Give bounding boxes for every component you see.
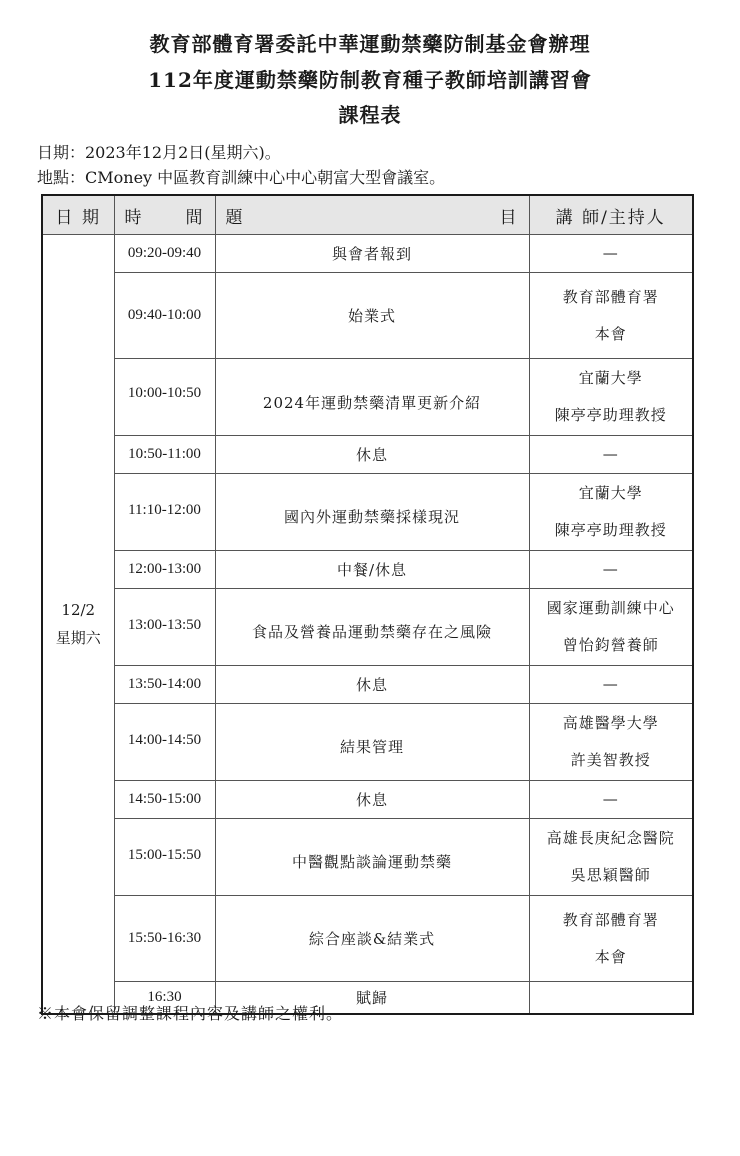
speaker-line1: — xyxy=(602,445,619,463)
table-row xyxy=(42,474,693,551)
document-title-line2: 112年度運動禁藥防制教育種子教師培訓講習會 xyxy=(148,68,592,92)
column-header-time-left: 時 xyxy=(124,207,144,228)
time-cell: 16:30 xyxy=(114,982,215,1014)
speaker-line1: 宜蘭大學 xyxy=(578,484,643,502)
document-title-line1: 教育部體育署委託中華運動禁藥防制基金會辦理 xyxy=(149,32,591,56)
column-header-time-right: 間 xyxy=(185,207,205,228)
date-value: 12/2 xyxy=(61,600,96,619)
table-row xyxy=(42,359,693,436)
speaker-cell xyxy=(529,273,693,359)
column-header-topic xyxy=(215,195,529,235)
table-header-row xyxy=(42,195,693,235)
topic-cell: 2024年運動禁藥清單更新介紹 xyxy=(215,359,529,436)
speaker-line1: — xyxy=(602,790,619,808)
weekday-value: 星期六 xyxy=(55,628,101,647)
speaker-line1: — xyxy=(602,560,619,578)
speaker-cell xyxy=(529,704,693,781)
time-cell: 12:00-13:00 xyxy=(114,551,215,589)
speaker-cell xyxy=(529,589,693,666)
event-date: 日期：2023年12月2日(星期六)。 xyxy=(37,143,281,162)
speaker-cell xyxy=(529,896,693,982)
column-header-speaker: 講 師/主持人 xyxy=(529,195,693,235)
speaker-cell xyxy=(529,819,693,896)
table-row xyxy=(42,436,693,474)
speaker-line1: 宜蘭大學 xyxy=(578,369,643,387)
speaker-line2: 陳亭亭助理教授 xyxy=(554,521,667,539)
column-header-date: 日 期 xyxy=(42,195,114,235)
topic-cell: 始業式 xyxy=(215,273,529,359)
time-cell: 14:50-15:00 xyxy=(114,781,215,819)
speaker-cell xyxy=(529,781,693,819)
time-cell: 15:00-15:50 xyxy=(114,819,215,896)
topic-cell: 結果管理 xyxy=(215,704,529,781)
time-cell: 10:00-10:50 xyxy=(114,359,215,436)
topic-cell: 賦歸 xyxy=(215,982,529,1014)
topic-cell: 與會者報到 xyxy=(215,235,529,273)
table-row xyxy=(42,235,693,273)
speaker-line1: 教育部體育署 xyxy=(562,910,659,929)
topic-cell: 食品及營養品運動禁藥存在之風險 xyxy=(215,589,529,666)
table-row xyxy=(42,273,693,359)
speaker-cell xyxy=(529,982,693,1014)
schedule-table xyxy=(41,194,694,1015)
time-cell: 15:50-16:30 xyxy=(114,896,215,982)
table-row xyxy=(42,589,693,666)
table-row xyxy=(42,781,693,819)
column-header-topic-left: 題 xyxy=(225,207,245,228)
date-cell xyxy=(42,235,114,1014)
speaker-line1: 國家運動訓練中心 xyxy=(546,599,675,617)
topic-cell: 休息 xyxy=(215,781,529,819)
speaker-line1: 高雄醫學大學 xyxy=(562,714,659,732)
footnote: ※本會保留調整課程內容及講師之權利。 xyxy=(37,1004,344,1023)
speaker-line2: 陳亭亭助理教授 xyxy=(554,406,667,424)
speaker-cell xyxy=(529,474,693,551)
time-cell: 11:10-12:00 xyxy=(114,474,215,551)
topic-cell: 綜合座談&結業式 xyxy=(215,896,529,982)
speaker-cell xyxy=(529,551,693,589)
column-header-topic-right: 目 xyxy=(499,207,519,228)
time-cell: 10:50-11:00 xyxy=(114,436,215,474)
time-cell: 14:00-14:50 xyxy=(114,704,215,781)
column-header-time xyxy=(114,195,215,235)
topic-cell: 國內外運動禁藥採樣現況 xyxy=(215,474,529,551)
speaker-cell xyxy=(529,359,693,436)
speaker-line1: — xyxy=(602,675,619,693)
table-row xyxy=(42,704,693,781)
table-row xyxy=(42,896,693,982)
topic-cell: 休息 xyxy=(215,436,529,474)
table-row xyxy=(42,819,693,896)
speaker-line2: 本會 xyxy=(594,324,627,343)
time-cell: 09:20-09:40 xyxy=(114,235,215,273)
speaker-cell xyxy=(529,666,693,704)
topic-cell: 中醫觀點談論運動禁藥 xyxy=(215,819,529,896)
time-cell: 13:00-13:50 xyxy=(114,589,215,666)
speaker-line1: 教育部體育署 xyxy=(562,287,659,306)
topic-cell: 休息 xyxy=(215,666,529,704)
speaker-line1: 高雄長庚紀念醫院 xyxy=(546,829,675,847)
speaker-line1: — xyxy=(602,244,619,262)
speaker-line2: 曾怡鈞營養師 xyxy=(562,636,659,654)
document-title-line3: 課程表 xyxy=(338,103,402,127)
speaker-line2: 本會 xyxy=(594,947,627,966)
event-location: 地點：CMoney 中區教育訓練中心中心朝富大型會議室。 xyxy=(37,168,446,187)
table-row xyxy=(42,666,693,704)
topic-cell: 中餐/休息 xyxy=(215,551,529,589)
table-row xyxy=(42,551,693,589)
time-cell: 09:40-10:00 xyxy=(114,273,215,359)
speaker-line2: 許美智教授 xyxy=(570,751,651,769)
speaker-cell xyxy=(529,235,693,273)
speaker-cell xyxy=(529,436,693,474)
speaker-line2: 吳思穎醫師 xyxy=(570,866,651,884)
time-cell: 13:50-14:00 xyxy=(114,666,215,704)
